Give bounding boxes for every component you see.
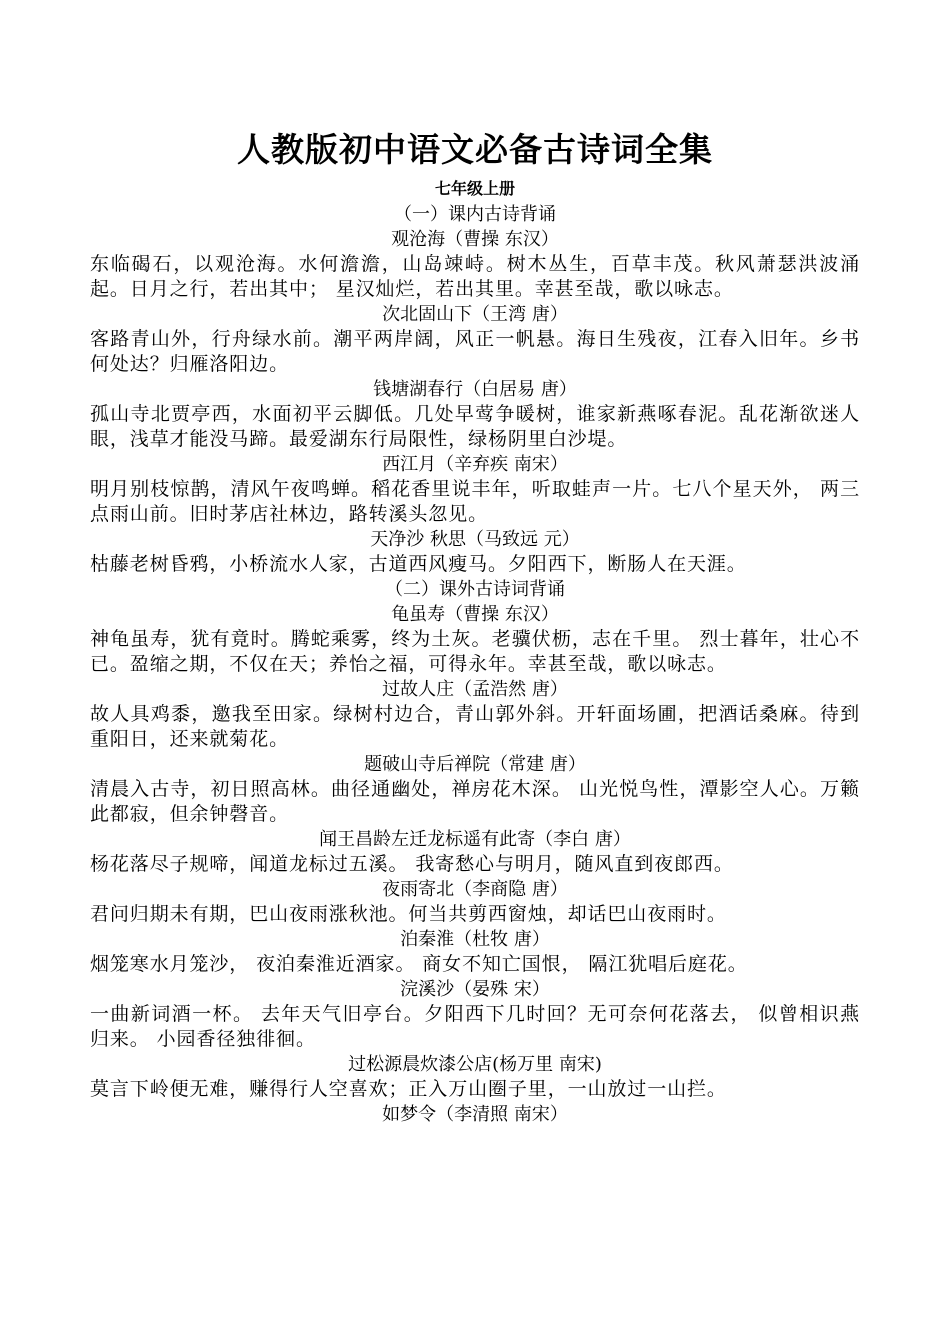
poem-title: 观沧海（曹操 东汉） (391, 229, 559, 250)
poem-title: 题破山寺后禅院（常建 唐） (364, 754, 586, 775)
poem-title: 过故人庄（孟浩然 唐） (382, 679, 568, 700)
document-page (90, 128, 860, 1127)
poem-text: 君问归期未有期，巴山夜雨涨秋池。何当共剪西窗烛，却话巴山夜雨时。 (90, 903, 727, 925)
poem-title: 泊秦淮（杜牧 唐） (400, 929, 550, 950)
poem-title: 钱塘湖春行（白居易 唐） (373, 379, 577, 400)
poem-list (90, 202, 860, 1127)
poem-text: 客路青山外，行舟绿水前。潮平两岸阔，风正一帆悬。海日生残夜，江春入旧年。乡书何处达？归雁洛阳边。 (90, 328, 860, 375)
poem-text: 清晨入古寺，初日照高林。曲径通幽处，禅房花木深。 山光悦鸟性，潭影空人心。万籁此都寂，但余钟磬音。 (90, 778, 860, 825)
poem-text: 一曲新词酒一杯。 去年天气旧亭台。夕阳西下几时回？无可奈何花落去， 似曾相识燕归来。 小园香径独徘徊。 (90, 1003, 860, 1050)
poem-title: 如梦令（李清照 南宋） (382, 1104, 568, 1125)
poem-title: 夜雨寄北（李商隐 唐） (382, 879, 568, 900)
poem-title: 天净沙 秋思（马致远 元） (370, 529, 580, 550)
poem-title: 闻王昌龄左迁龙标遥有此寄（李白 唐） (319, 829, 631, 850)
poem-title: 西江月（辛弃疾 南宋） (382, 454, 568, 475)
document-title: 人教版初中语文必备古诗词全集 (237, 130, 713, 169)
section-heading: （一）课内古诗背诵 (394, 204, 556, 225)
poem-title: 浣溪沙（晏殊 宋） (400, 979, 550, 1000)
poem-text: 杨花落尽子规啼，闻道龙标过五溪。 我寄愁心与明月，随风直到夜郎西。 (90, 853, 734, 875)
poem-title: 过松源晨炊漆公店(杨万里 南宋) (348, 1054, 602, 1075)
poem-text: 神龟虽寿，犹有竟时。腾蛇乘雾，终为土灰。老骥伏枥，志在千里。 烈士暮年，壮心不已。盈缩之期，不仅在天；养怡之福，可得永年。幸甚至哉，歌以咏志。 (90, 628, 860, 675)
grade-heading: 七年级上册 (434, 179, 515, 198)
poem-title: 次北固山下（王湾 唐） (382, 304, 568, 325)
poem-text: 东临碣石，以观沧海。水何澹澹，山岛竦峙。树木丛生，百草丰茂。秋风萧瑟洪波涌起。日月之行，若出其中； 星汉灿烂，若出其里。幸甚至哉，歌以咏志。 (90, 253, 860, 300)
section-heading: （二）课外古诗词背诵 (385, 579, 565, 600)
poem-text: 莫言下岭便无难，赚得行人空喜欢；正入万山圈子里，一山放过一山拦。 (90, 1078, 727, 1100)
poem-text: 故人具鸡黍，邀我至田家。绿树村边合，青山郭外斜。开轩面场圃，把酒话桑麻。待到重阳日，还来就菊花。 (90, 703, 860, 750)
poem-text: 烟笼寒水月笼沙， 夜泊秦淮近酒家。 商女不知亡国恨， 隔江犹唱后庭花。 (90, 953, 748, 975)
poem-text: 孤山寺北贾亭西，水面初平云脚低。几处早莺争暖树，谁家新燕啄春泥。乱花渐欲迷人眼，浅草才能没马蹄。最爱湖东行局限性，绿杨阴里白沙堤。 (90, 403, 860, 450)
poem-text: 明月别枝惊鹊，清风午夜鸣蝉。稻花香里说丰年，听取蛙声一片。七八个星天外， 两三点雨山前。旧时茅店社林边，路转溪头忽见。 (90, 478, 860, 525)
poem-title: 龟虽寿（曹操 东汉） (391, 604, 559, 625)
poem-text: 枯藤老树昏鸦，小桥流水人家，古道西风瘦马。夕阳西下，断肠人在天涯。 (90, 553, 747, 575)
